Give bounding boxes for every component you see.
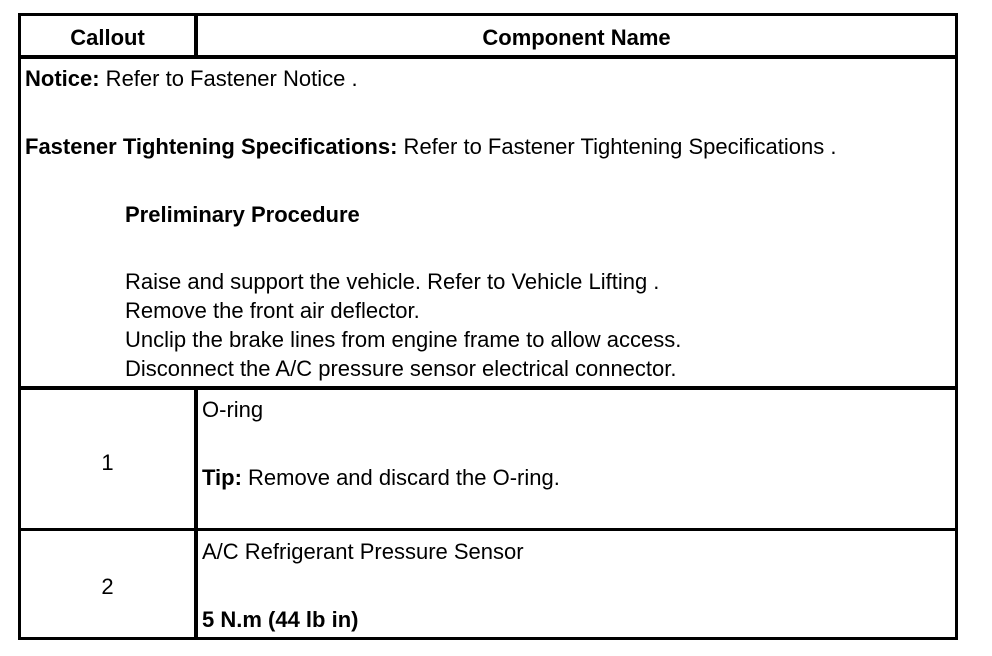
preliminary-step: Raise and support the vehicle. Refer to Vehicle Lifting . (125, 269, 660, 294)
row-rule (21, 528, 955, 531)
component-table (18, 13, 958, 640)
preliminary-step: Unclip the brake lines from engine frame to allow access. (125, 327, 682, 352)
preliminary-step: Remove the front air deflector. (125, 298, 420, 323)
notice-label: Notice: (25, 66, 100, 91)
header-component-name: Component Name (482, 25, 671, 50)
torque-spec: 5 N.m (44 lb in) (202, 607, 359, 632)
callout-number: 2 (101, 574, 114, 599)
fastener-specs-label: Fastener Tightening Specifications: (25, 134, 398, 159)
header-rule (21, 55, 955, 59)
notice-line (25, 66, 358, 92)
tip-line (202, 465, 560, 491)
component-name: A/C Refrigerant Pressure Sensor (202, 539, 524, 564)
callout-number: 1 (101, 450, 114, 475)
rows-divider (194, 388, 198, 640)
header-divider (194, 16, 198, 56)
component-name: O-ring (202, 397, 264, 422)
tip-text: Remove and discard the O-ring. (241, 465, 560, 490)
notes-rule (21, 386, 955, 390)
fastener-specs-text: Refer to Fastener Tightening Specifications . (397, 134, 837, 159)
preliminary-step: Disconnect the A/C pressure sensor electrical connector. (125, 356, 677, 381)
tip-label: Tip: (202, 465, 242, 490)
notice-text: Refer to Fastener Notice . (99, 66, 358, 91)
fastener-specs-line (25, 134, 836, 160)
preliminary-title: Preliminary Procedure (125, 202, 360, 227)
header-callout: Callout (70, 25, 145, 50)
